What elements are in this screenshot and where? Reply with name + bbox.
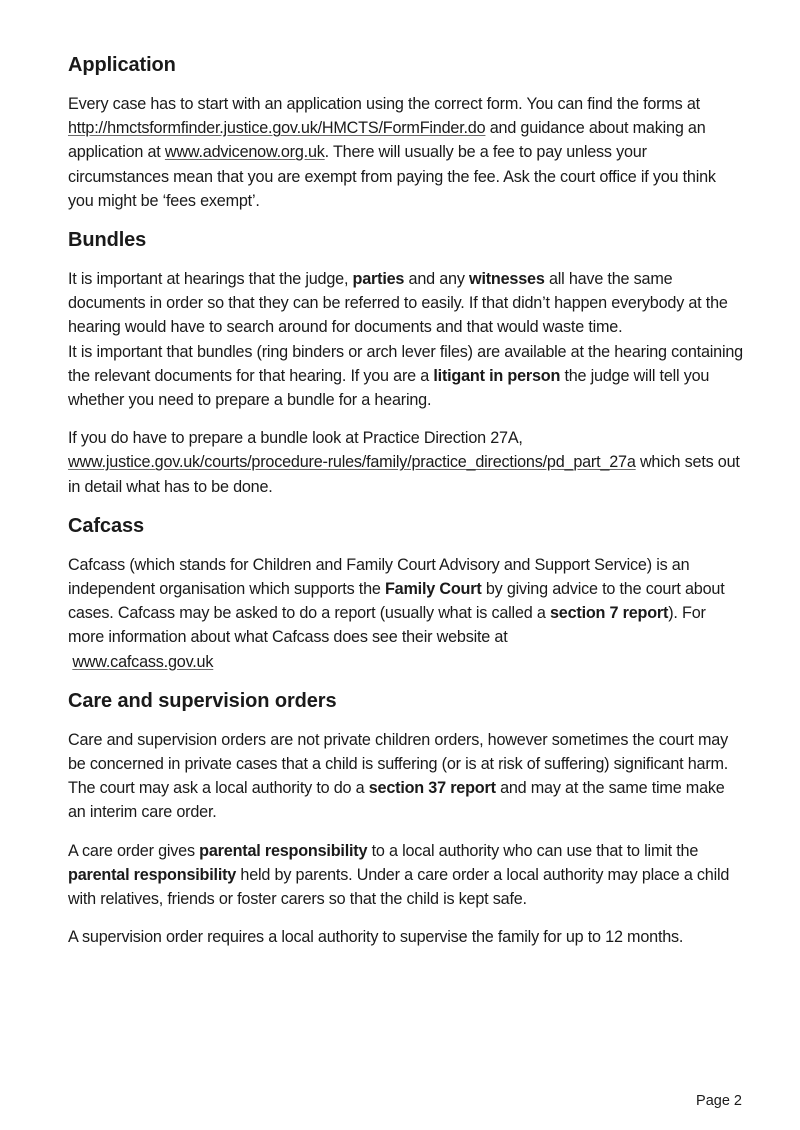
heading-care-orders: Care and supervision orders [68,689,337,712]
term-litigant-in-person: litigant in person [433,366,561,385]
formfinder-link[interactable]: http://hmctsformfinder.justice.gov.uk/HMCTS/FormFinder.do [68,119,486,138]
term-parental-responsibility: parental responsibility [199,841,368,860]
heading-bundles: Bundles [68,229,147,252]
care-paragraph-2: A care order gives parental responsibility to a local authority who can use that to limit the parental responsibility held by parents. Under a care order a local authority may place a child with relatives, friends or foster carers so that the child is kept safe. [68,841,730,909]
care-paragraph-1: Care and supervision orders are not private children orders, however sometimes the court may be concerned in private cases that a child is suffering (or is at risk of suffering) significant harm. The court may ask a local authority to do a section 37 report and may at the same time make an interim care order. [68,730,729,822]
heading-application: Application [68,54,176,76]
practice-direction-link[interactable]: www.justice.gov.uk/courts/procedure-rules/family/practice_directions/pd_part_27a [68,453,636,472]
term-parental-responsibility-2: parental responsibility [68,865,237,884]
bundles-paragraph-2: If you do have to prepare a bundle look at Practice Direction 27A, www.justice.gov.uk/courts/procedure-rules/family/practice_directions/pd_part_27a which sets out in detail what has to be done. [68,429,740,496]
cafcass-link[interactable]: www.cafcass.gov.uk [72,652,214,671]
application-paragraph: Every case has to start with an application using the correct form. You can find the forms at http://hmctsformfinder.justice.gov.uk/HMCTS/FormFinder.do and guidance about making an application at www.advicenow.org.uk. There will usually be a fee to pay unless your circumstances mean that you are exempt from paying the fee. Ask the court office if you think you might be ‘fees exempt’. [68,95,716,210]
cafcass-paragraph: Cafcass (which stands for Children and Family Court Advisory and Support Service) is an independent organisation which supports the Family Court by giving advice to the court about cases. Cafcass may be asked to do a report (usually what is called a section 7 report). For more information about what Cafcass does see their website at www.cafcass.gov.uk [68,555,725,671]
advicenow-link[interactable]: www.advicenow.org.uk [164,143,325,162]
section-application [68,52,744,213]
section-care-orders [68,688,744,950]
page-number: Page 2 [696,1093,742,1109]
heading-cafcass: Cafcass [68,514,145,537]
term-parties: parties [352,270,405,289]
term-section-37-report: section 37 report [368,779,496,798]
term-family-court: Family Court [384,580,482,599]
section-bundles [68,227,744,499]
section-cafcass [68,513,744,674]
term-section-7-report: section 7 report [549,604,669,623]
term-witnesses: witnesses [469,270,545,289]
bundles-paragraph-1: It is important at hearings that the judge, parties and any witnesses all have the same documents in order so that they can be referred to easily. If that didn’t happen everybody at the hearing would have to search around for documents and that would waste time. It is important that bundles (ring binders or arch lever files) are available at the hearing containing the relevant documents for that hearing. If you are a litigant in person the judge will tell you whether you need to prepare a bundle for a hearing. [68,270,743,410]
document-page [68,52,744,963]
care-paragraph-3: A supervision order requires a local authority to supervise the family for up to 12 months. [68,928,684,947]
